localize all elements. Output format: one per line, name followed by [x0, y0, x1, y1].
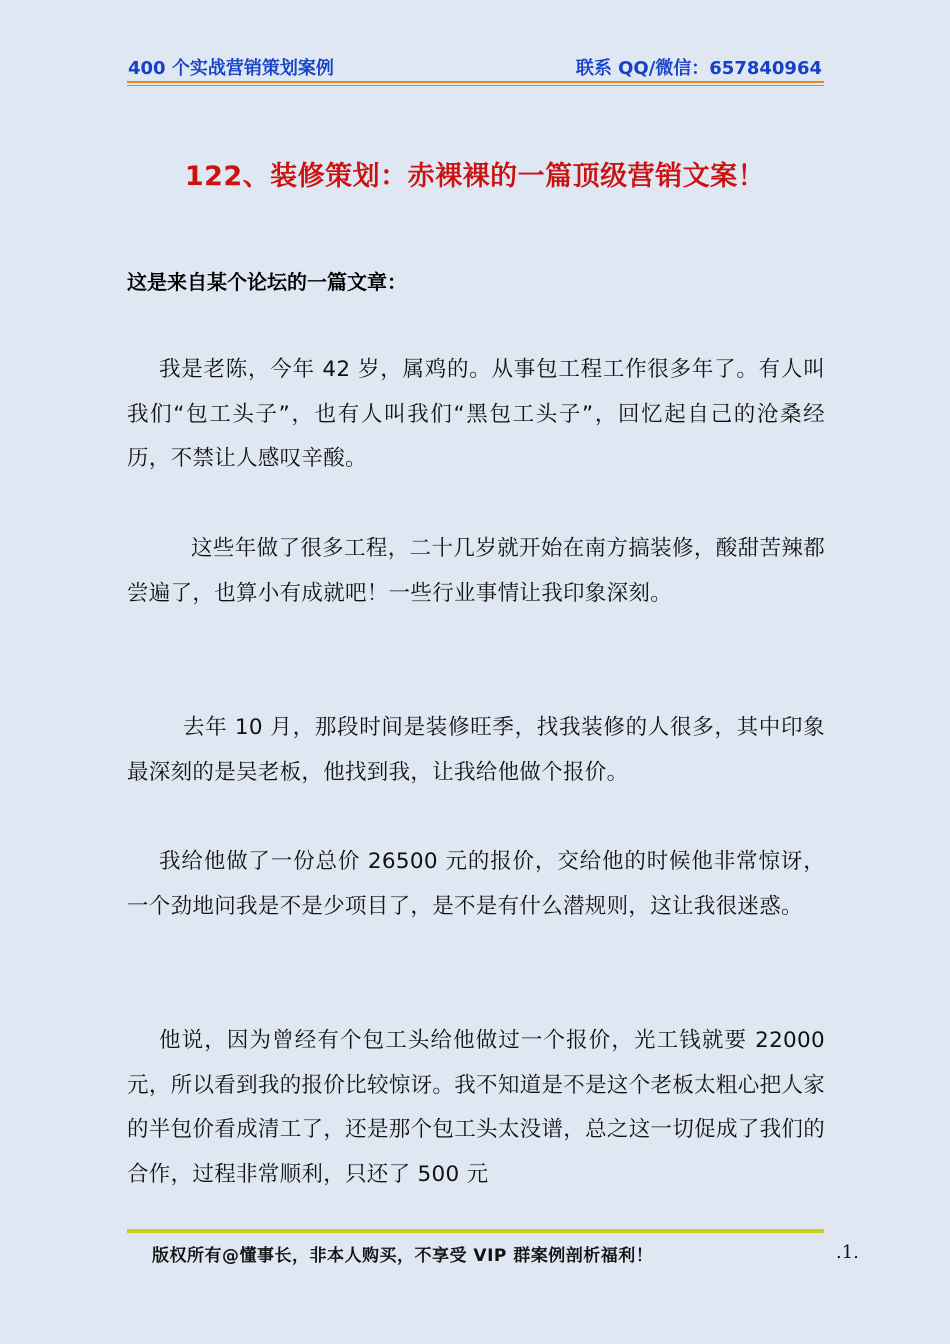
paragraph-1: 我是老陈，今年 42 岁，属鸡的。从事包工程工作很多年了。有人叫我们“包工头子”，也有人叫我们“黑包工头子”，回忆起自己的沧桑经历，不禁让人感叹辛酸。	[127, 357, 825, 471]
paragraph-3: 去年 10 月，那段时间是装修旺季，找我装修的人很多，其中印象最深刻的是吴老板，他找到我，让我给他做个报价。	[127, 715, 825, 785]
page-header	[128, 54, 822, 80]
paragraph-5: 他说，因为曾经有个包工头给他做过一个报价，光工钱就要 22000 元，所以看到我的报价比较惊讶。我不知道是不是这个老板太粗心把人家的半包价看成清工了，还是那个包工头太没谱，总之这一切促成了我们的合作，过程非常顺利，只还了 500 元	[127, 1028, 825, 1187]
intro-line: 这是来自某个论坛的一篇文章：	[127, 270, 407, 294]
footer-copyright-notice: 版权所有@懂事长，非本人购买，不享受 VIP 群案例剖析福利！	[152, 1246, 654, 1266]
header-left-text: 400 个实战营销策划案例	[128, 58, 334, 79]
header-rule-thin	[127, 85, 824, 86]
header-rule	[127, 81, 824, 83]
article-title: 122、装修策划：赤裸裸的一篇顶级营销文案！	[184, 161, 766, 192]
paragraph-2: 这些年做了很多工程，二十几岁就开始在南方搞装修，酸甜苦辣都尝遍了，也算小有成就吧！一些行业事情让我印象深刻。	[127, 536, 825, 606]
paragraph-4: 我给他做了一份总价 26500 元的报价，交给他的时候他非常惊讶，一个劲地问我是不是少项目了，是不是有什么潜规则，这让我很迷惑。	[127, 849, 825, 919]
footer-rule	[127, 1229, 824, 1233]
page-number: .1.	[836, 1242, 859, 1263]
header-contact-text: 联系 QQ/微信：657840964	[575, 58, 822, 79]
